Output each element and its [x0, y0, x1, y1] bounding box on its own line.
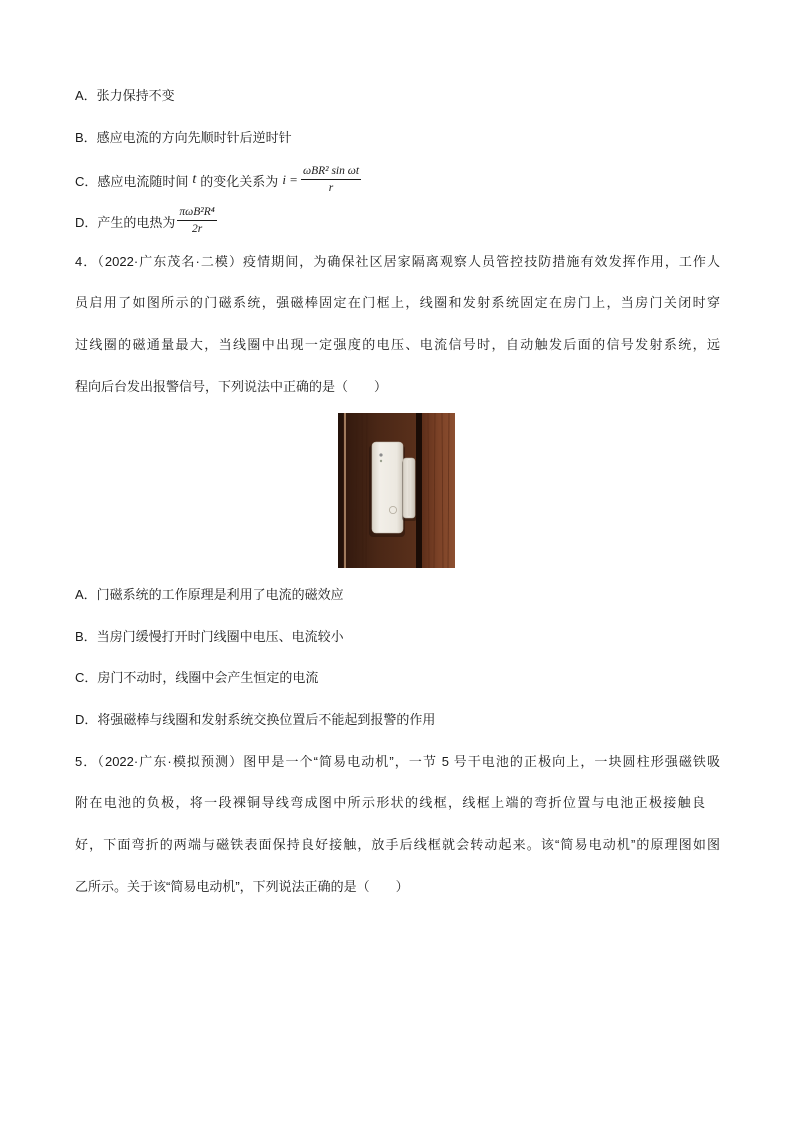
q5-stem-line: 好，下面弯折的两端与磁铁表面保持良好接触，放手后线框就会转动起来。该“简易电动机”的原理图如图: [75, 837, 720, 852]
door-sensor-photo: [338, 413, 455, 568]
q5-stem-line: 5．（2022·广东·模拟预测）图甲是一个“简易电动机”，一节 5 号干电池的正极向上，一块圆柱形强磁铁吸: [75, 754, 720, 769]
fraction-numerator: πωB²R⁴: [177, 206, 216, 221]
option-text: 感应电流的方向先顺时针后逆时针: [96, 130, 292, 145]
fraction-numerator: ωBR² sin ωt: [301, 165, 361, 180]
q4-stem-line: 程向后台发出报警信号，下列说法中正确的是（ ）: [75, 379, 388, 394]
option-text: 产生的电热为: [97, 214, 176, 230]
formula-lhs: i =: [282, 172, 298, 187]
q3-option-b: [75, 130, 292, 146]
option-label: B．: [75, 130, 97, 145]
current-formula-fraction: [301, 165, 361, 195]
option-label: D．: [75, 214, 98, 230]
q3-option-a: [75, 88, 175, 104]
option-text-part1: 感应电流随时间: [97, 173, 189, 189]
q4-stem-line: 员启用了如图所示的门磁系统，强磁棒固定在门框上，线圈和发射系统固定在房门上，当房门关闭时穿: [75, 295, 720, 310]
led-indicator-2: [380, 460, 382, 462]
option-text: 张力保持不变: [96, 88, 175, 103]
wood-frame-highlight: [344, 413, 346, 568]
heat-formula-fraction: [177, 206, 216, 236]
q5-stem-line: 附在电池的负极，将一段裸铜导线弯成图中所示形状的线框，线框上端的弯折位置与电池正极接触良: [75, 795, 705, 810]
wood-door-right: [422, 413, 455, 568]
variable-t: t: [192, 172, 197, 187]
q4-option-c: C．房门不动时，线圈中会产生恒定的电流: [75, 670, 319, 685]
fraction-denominator: 2r: [191, 223, 203, 235]
option-label: C．: [75, 173, 98, 189]
q3-option-d: [75, 204, 217, 238]
q3-option-c: [75, 164, 361, 196]
option-text-part2: 的变化关系为: [200, 173, 279, 189]
wood-frame-edge: [338, 413, 343, 568]
q4-stem-line: 4．（2022·广东茂名·二模）疫情期间，为确保社区居家隔离观察人员管控技防措施有效发挥作用，工作人: [75, 254, 720, 269]
fraction-denominator: r: [328, 182, 334, 194]
q4-stem-line: 过线圈的磁通量最大，当线圈中出现一定强度的电压、电流信号时，自动触发后面的信号发射系统，远: [75, 337, 720, 352]
q5-stem-line: 乙所示。关于该“简易电动机”，下列说法正确的是（ ）: [75, 879, 409, 894]
sensor-body: [372, 442, 403, 533]
q4-option-b: B．当房门缓慢打开时门线圈中电压、电流较小: [75, 629, 344, 644]
q4-option-d: D．将强磁棒与线圈和发射系统交换位置后不能起到报警的作用: [75, 712, 436, 727]
led-indicator: [379, 453, 382, 456]
q4-option-a: A．门磁系统的工作原理是利用了电流的磁效应: [75, 587, 344, 602]
option-label: A．: [75, 88, 97, 103]
